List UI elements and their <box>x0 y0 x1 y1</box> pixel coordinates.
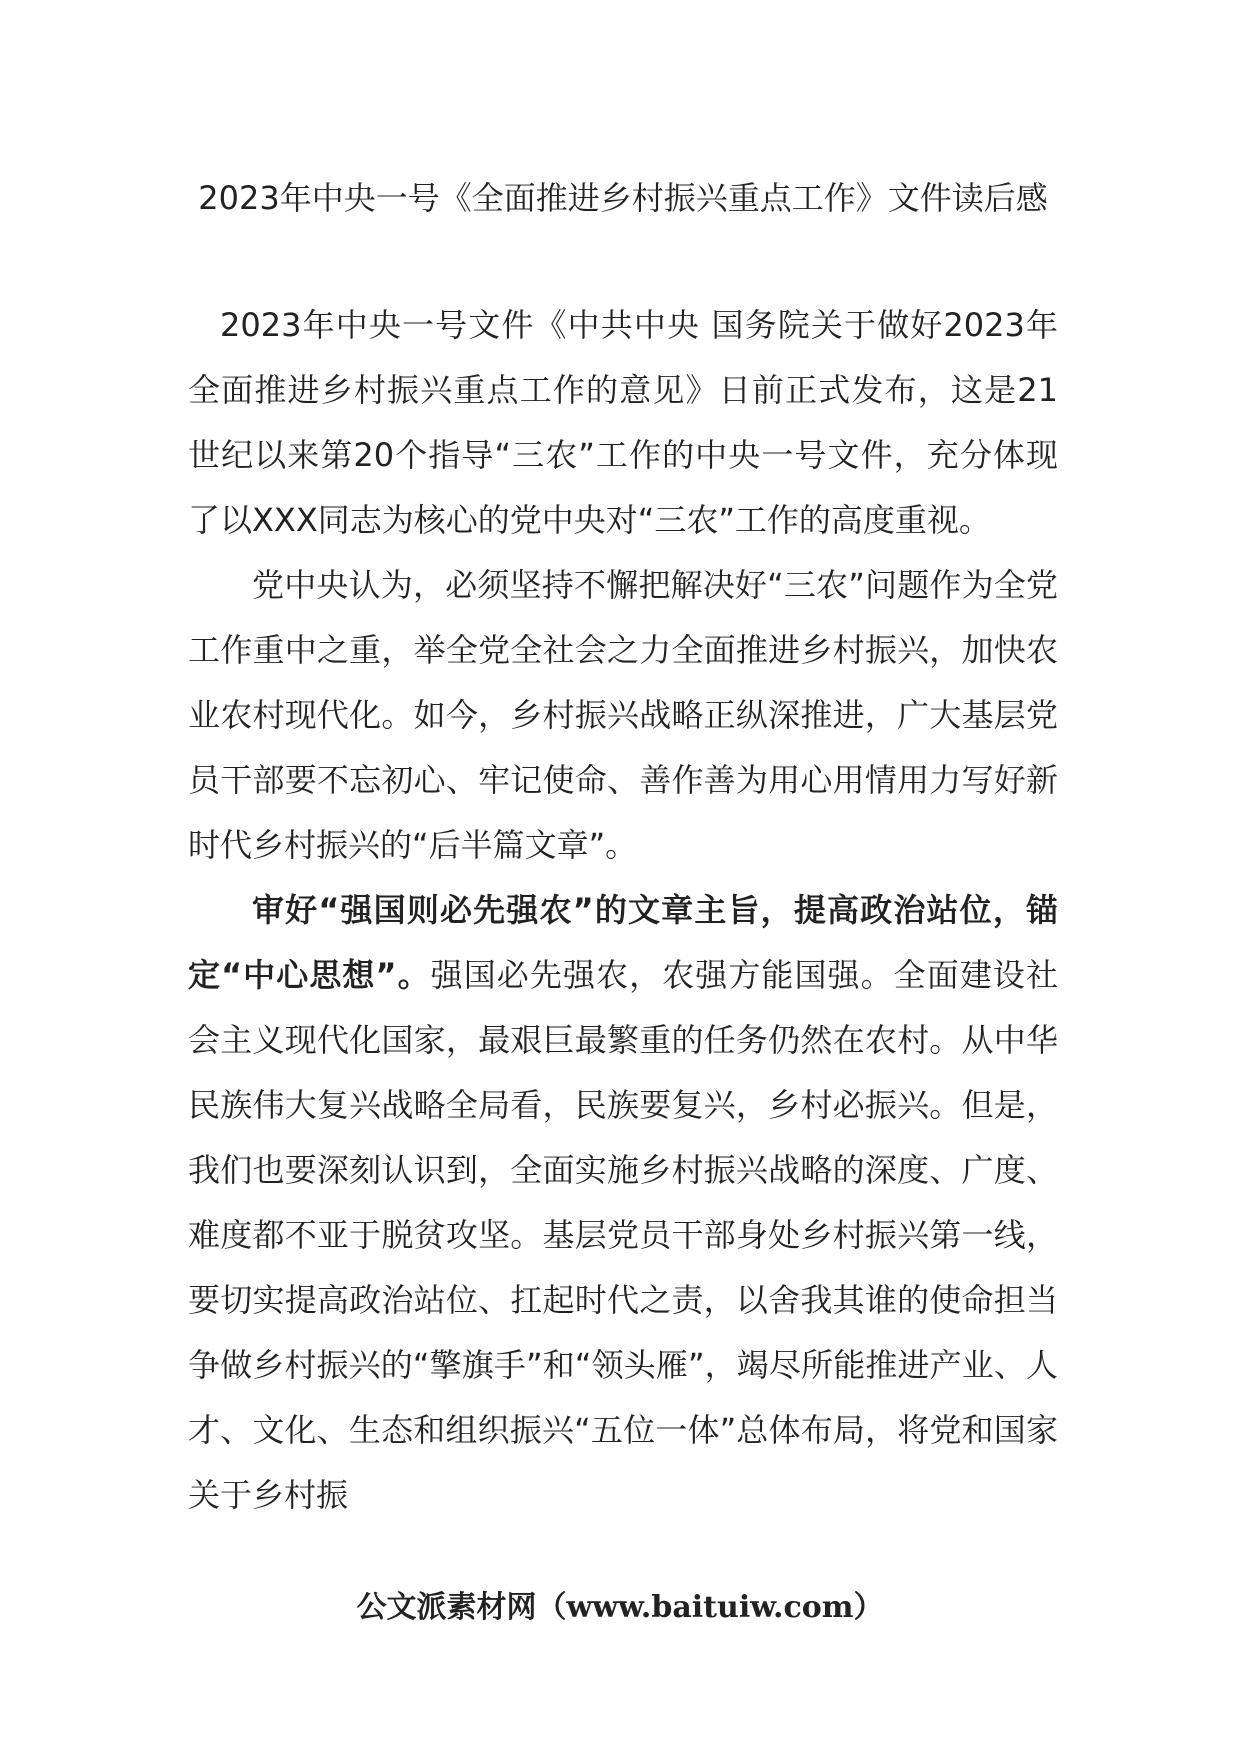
paragraph-2: 党中央认为，必须坚持不懈把解决好“三农”问题作为全党工作重中之重，举全党全社会之力全面推进乡村振兴，加快农业农村现代化。如今，乡村振兴战略正纵深推进，广大基层党员干部要不忘初心、牢记使命、善作善为用心用情用力写好新时代乡村振兴的“后半篇文章”。 <box>188 566 1058 864</box>
paragraph-3-text: 强国必先强农，农强方能国强。全面建设社会主义现代化国家，最艰巨最繁重的任务仍然在农村。从中华民族伟大复兴战略全局看，民族要复兴，乡村必振兴。但是，我们也要深刻认识到，全面实施乡村振兴战略的深度、广度、难度都不亚于脱贫攻坚。基层党员干部身处乡村振兴第一线，要切实提高政治站位、扛起时代之责，以舍我其谁的使命担当争做乡村振兴的“擎旗手”和“领头雁”，竭尽所能推进产业、人才、文化、生态和组织振兴“五位一体”总体布局，将党和国家关于乡村振 <box>188 956 1058 1514</box>
page-footer: 公文派素材网（www.baituiw.com） <box>356 1590 884 1625</box>
paragraph-3 <box>188 878 1058 1528</box>
document-title: 2023年中央一号《全面推进乡村振兴重点工作》文件读后感 <box>198 179 1048 217</box>
document-body <box>188 293 1058 1528</box>
paragraph-1: 2023年中央一号文件《中共中央 国务院关于做好2023年全面推进乡村振兴重点工作的意见》日前正式发布，这是21世纪以来第20个指导“三农”工作的中央一号文件，充分体现了以XXX同志为核心的党中央对“三农”工作的高度重视。 <box>188 306 1058 539</box>
paragraph-3-heading: 审好“强国则必先强农”的文章主旨，提高政治站位，锚定“中心思想”。 <box>188 891 1058 994</box>
